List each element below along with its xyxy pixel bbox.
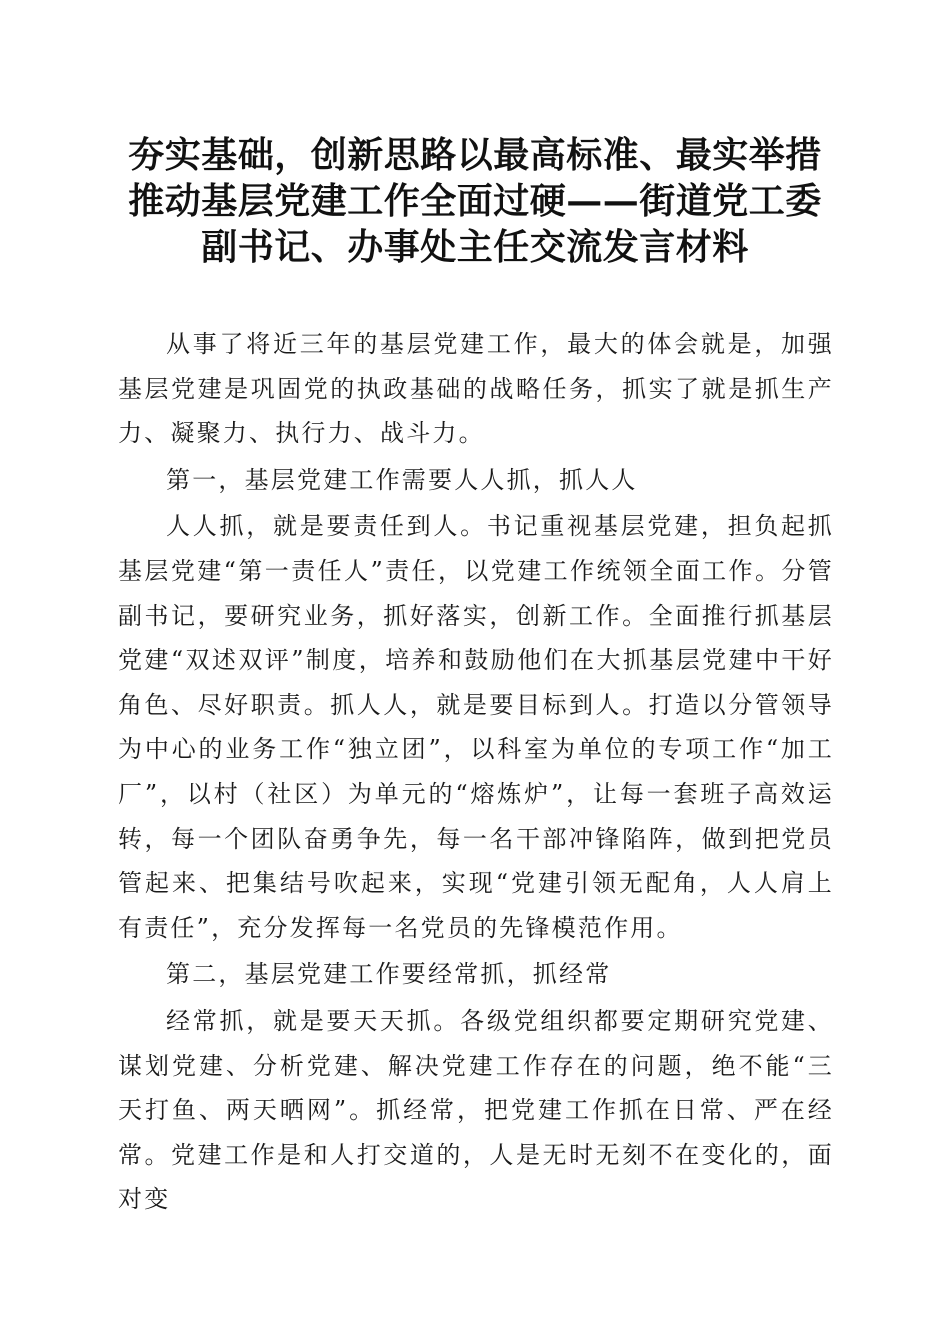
intro-paragraph: 从事了将近三年的基层党建工作，最大的体会就是，加强基层党建是巩固党的执政基础的战略任务，抓实了就是抓生产力、凝聚力、执行力、战斗力。 [118, 330, 834, 448]
document-body [118, 322, 834, 1222]
section-2-paragraph: 经常抓，就是要天天抓。各级党组织都要定期研究党建、谋划党建、分析党建、解决党建工作存在的问题，绝不能“三天打鱼、两天晒网”。抓经常，把党建工作抓在日常、严在经常。党建工作是和人打交道的，人是无时无刻不在变化的，面对变 [118, 1006, 834, 1214]
document-title: 夯实基础，创新思路以最高标准、最实举措推动基层党建工作全面过硬——街道党工委副书记、办事处主任交流发言材料 [128, 134, 822, 268]
section-heading-2: 第二，基层党建工作要经常抓，抓经常 [166, 960, 612, 989]
section-heading-1: 第一，基层党建工作需要人人抓，抓人人 [166, 465, 638, 494]
section-1-paragraph: 人人抓，就是要责任到人。书记重视基层党建，担负起抓基层党建“第一责任人”责任，以党建工作统领全面工作。分管副书记，要研究业务，抓好落实，创新工作。全面推行抓基层党建“双述双评”制度，培养和鼓励他们在大抓基层党建中干好角色、尽好职责。抓人人，就是要目标到人。打造以分管领导为中心的业务工作“独立团”，以科室为单位的专项工作“加工厂”，以村（社区）为单元的“熔炼炉”，让每一套班子高效运转，每一个团队奋勇争先，每一名干部冲锋陷阵，做到把党员管起来、把集结号吹起来，实现“党建引领无配角，人人肩上有责任”，充分发挥每一名党员的先锋模范作用。 [118, 512, 834, 942]
